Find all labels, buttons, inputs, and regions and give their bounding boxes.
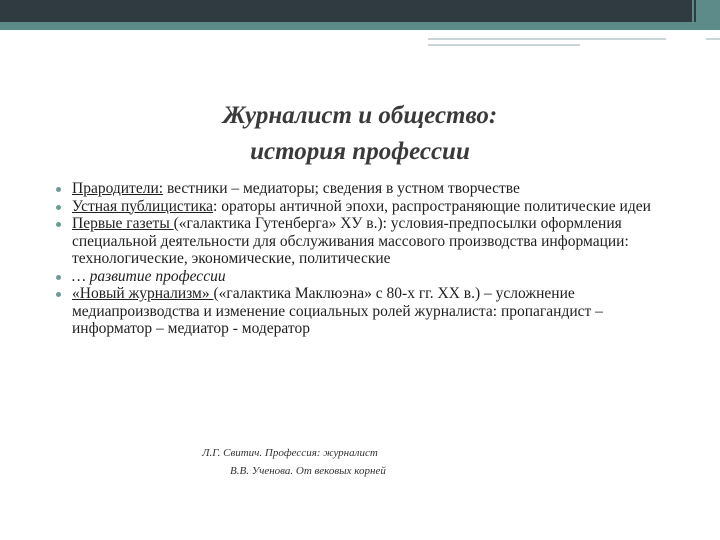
references: [202, 444, 462, 480]
bullet-text: вестники – медиаторы; сведения в устном творчестве: [163, 180, 520, 197]
bullet-heading: Первые газеты: [72, 215, 174, 232]
header-teal-stripe: [0, 22, 720, 30]
bullet-icon: [56, 222, 61, 227]
bullet-heading: «Новый журнализм»: [72, 285, 214, 302]
accent-line: [428, 44, 580, 46]
header-divider: [694, 0, 696, 22]
reference-line: Л.Г. Свитич. Профессия: журналист: [202, 447, 378, 459]
header-dark-band: [0, 0, 692, 22]
header-corner-block: [692, 0, 720, 22]
bullet-icon: [56, 187, 61, 192]
slide-title: [150, 98, 570, 170]
slide-header-bar: [0, 0, 720, 22]
reference-line: В.В. Ученова. От вековых корней: [230, 465, 386, 477]
bullet-icon: [56, 205, 61, 210]
list-item: [56, 285, 666, 338]
slide-title-line: история профессии: [250, 138, 470, 165]
bullet-text: («галактика Маклюэна» с 80-х гг. XX в.) – усложнение медиапроизводства и изменение социальных ролей журналиста: пропагандист – информатор – медиатор - модератор: [72, 285, 603, 337]
bullet-heading: Прародители:: [72, 180, 164, 197]
bullet-list: [56, 180, 666, 338]
accent-line: [428, 38, 666, 40]
bullet-text: … развитие профессии: [72, 267, 226, 285]
bullet-heading: Устная публицистика: [72, 197, 214, 215]
bullet-text: : ораторы античной эпохи, распространяющие политические идеи: [213, 197, 651, 215]
list-item: [56, 198, 666, 216]
list-item: [56, 215, 666, 268]
slide-title-line: Журналист и общество:: [222, 102, 498, 129]
list-item: [56, 180, 666, 198]
bullet-text: («галактика Гутенберга» XУ в.): условия-предпосылки оформления специальной деятельности для обслуживания массового производства информации: технологические, экономические, политические: [72, 215, 629, 267]
bullet-icon: [56, 292, 61, 297]
bullet-icon: [56, 275, 61, 280]
accent-line: [706, 38, 720, 40]
list-item: [56, 268, 666, 286]
